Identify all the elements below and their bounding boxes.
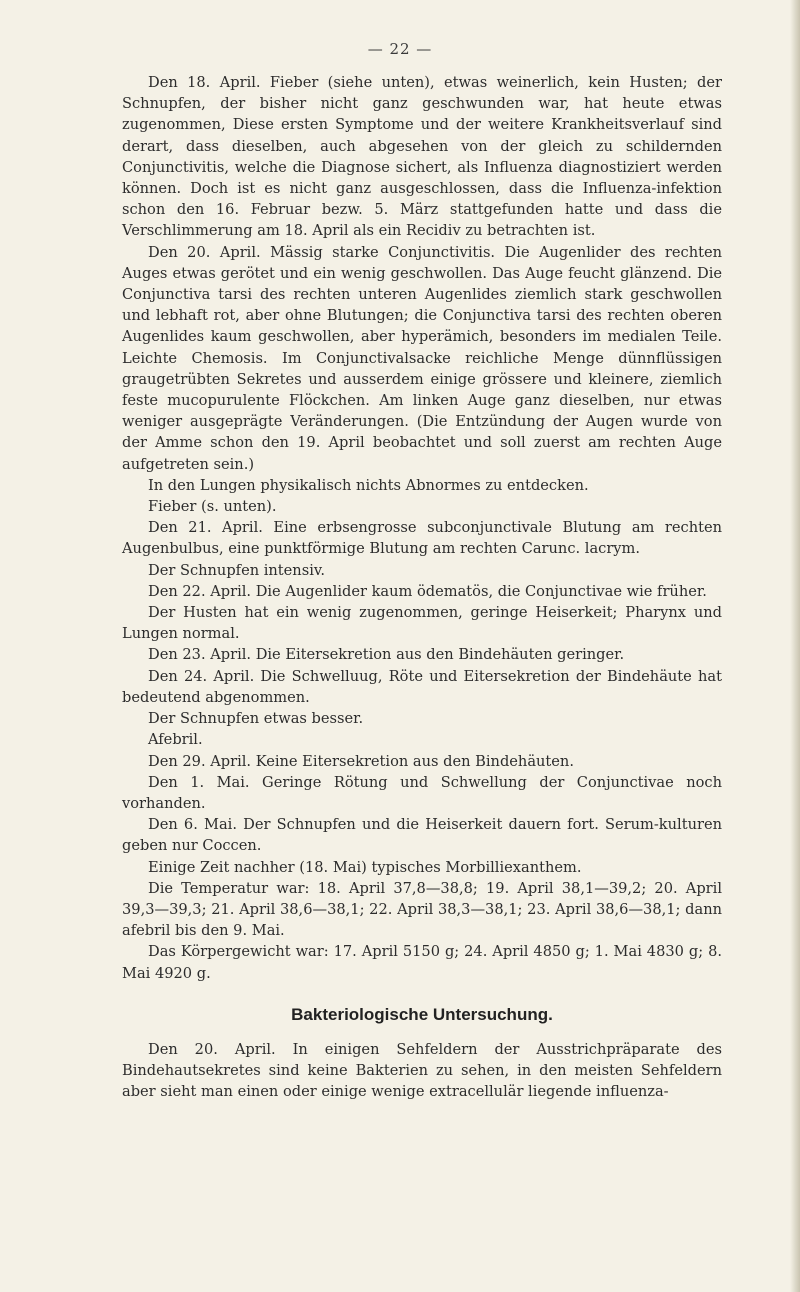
paragraph-apr-24: Den 24. April. Die Schwelluug, Röte und Eitersekretion der Bindehäute hat bedeutend abgenommen. <box>122 667 722 706</box>
paragraph-lungs: In den Lungen physikalisch nichts Abnormes zu entdecken. <box>148 476 589 494</box>
body-text <box>122 72 722 1103</box>
paragraph-body-weight: Das Körpergewicht war: 17. April 5150 g; 24. April 4850 g; 1. Mai 4830 g; 8. Mai 4920 g. <box>122 943 722 982</box>
section-heading: Bakteriologische Untersuchung. <box>291 1004 553 1024</box>
page-number: — 22 — <box>367 40 433 58</box>
paragraph-may-6: Den 6. Mai. Der Schnupfen und die Heiserkeit dauern fort. Serum-kulturen geben nur Coccen. <box>122 816 722 855</box>
paragraph-apr-29: Den 29. April. Keine Eitersekretion aus den Bindehäuten. <box>148 752 574 770</box>
paragraph-apr-18: Den 18. April. Fieber (siehe unten), etwas weinerlich, kein Husten; der Schnupfen, der bisher nicht ganz geschwunden war, hat heute etwas zugenommen, Diese ersten Symptome und der weitere Krankheitsverlauf sind derart, dass dieselben, auch abgesehen von der gleich zu schildernden Conjunctivitis, welche die Diagnose sichert, als Influenza diagnostiziert werden können. Doch ist es nicht ganz ausgeschlossen, dass die Influenza-infektion schon den 16. Februar bezw. 5. März stattgefunden hatte und dass die Verschlimmerung am 18. April als ein Recidiv zu betrachten ist. <box>122 74 722 240</box>
paragraph-afebrile: Afebril. <box>148 731 203 749</box>
paragraph-bacteriology: Den 20. April. In einigen Sehfeldern der Ausstrichpräparate des Bindehautsekretes sind keine Bakterien zu sehen, in den meisten Sehfeldern aber sieht man einen oder einige wenige extracellulär liegende influenza- <box>122 1040 722 1101</box>
paragraph-apr-23: Den 23. April. Die Eitersekretion aus den Bindehäuten geringer. <box>148 646 625 664</box>
paragraph-apr-20: Den 20. April. Mässig starke Conjunctivitis. Die Augenlider des rechten Auges etwas gerötet und ein wenig geschwollen. Das Auge feucht glänzend. Die Conjunctiva tarsi des rechten unteren Augenlides ziemlich stark geschwollen und lebhaft rot, aber ohne Blutungen; die Conjunctiva tarsi des rechten oberen Augenlides kaum geschwollen, aber hyperämich, besonders im medialen Teile. Leichte Chemosis. Im Conjunctivalsacke reichliche Menge dünnflüssigen graugetrübten Sekretes und ausserdem einige grössere und kleinere, ziemlich feste mucopurulente Flöckchen. Am linken Auge ganz dieselben, nur etwas weniger ausgeprägte Veränderungen. (Die Entzündung der Augen wurde von der Amme schon den 19. April beobachtet und soll zuerst am rechten Auge aufgetreten sein.) <box>122 243 722 473</box>
paragraph-exanthem: Einige Zeit nachher (18. Mai) typisches Morbilliexanthem. <box>148 858 582 876</box>
paragraph-may-1: Den 1. Mai. Geringe Rötung und Schwellung der Conjunctivae noch vorhanden. <box>122 773 722 812</box>
paragraph-cold-better: Der Schnupfen etwas besser. <box>148 710 364 728</box>
page-edge-shadow <box>790 0 800 1292</box>
paragraph-apr-21: Den 21. April. Eine erbsengrosse subconjunctivale Blutung am rechten Augenbulbus, eine punktförmige Blutung am rechten Carunc. lacrym. <box>122 519 722 558</box>
paragraph-fever-note: Fieber (s. unten). <box>148 498 277 516</box>
paragraph-cold-intense: Der Schnupfen intensiv. <box>148 561 326 579</box>
paragraph-cough: Der Husten hat ein wenig zugenommen, geringe Heiserkeit; Pharynx und Lungen normal. <box>122 604 722 643</box>
paragraph-apr-22: Den 22. April. Die Augenlider kaum ödematös, die Conjunctivae wie früher. <box>148 582 707 600</box>
paragraph-temperature: Die Temperatur war: 18. April 37,8—38,8; 19. April 38,1—39,2; 20. April 39,3—39,3; 21. April 38,6—38,1; 22. April 38,3—38,1; 23. April 38,6—38,1; dann afebril bis den 9. Mai. <box>122 879 722 940</box>
